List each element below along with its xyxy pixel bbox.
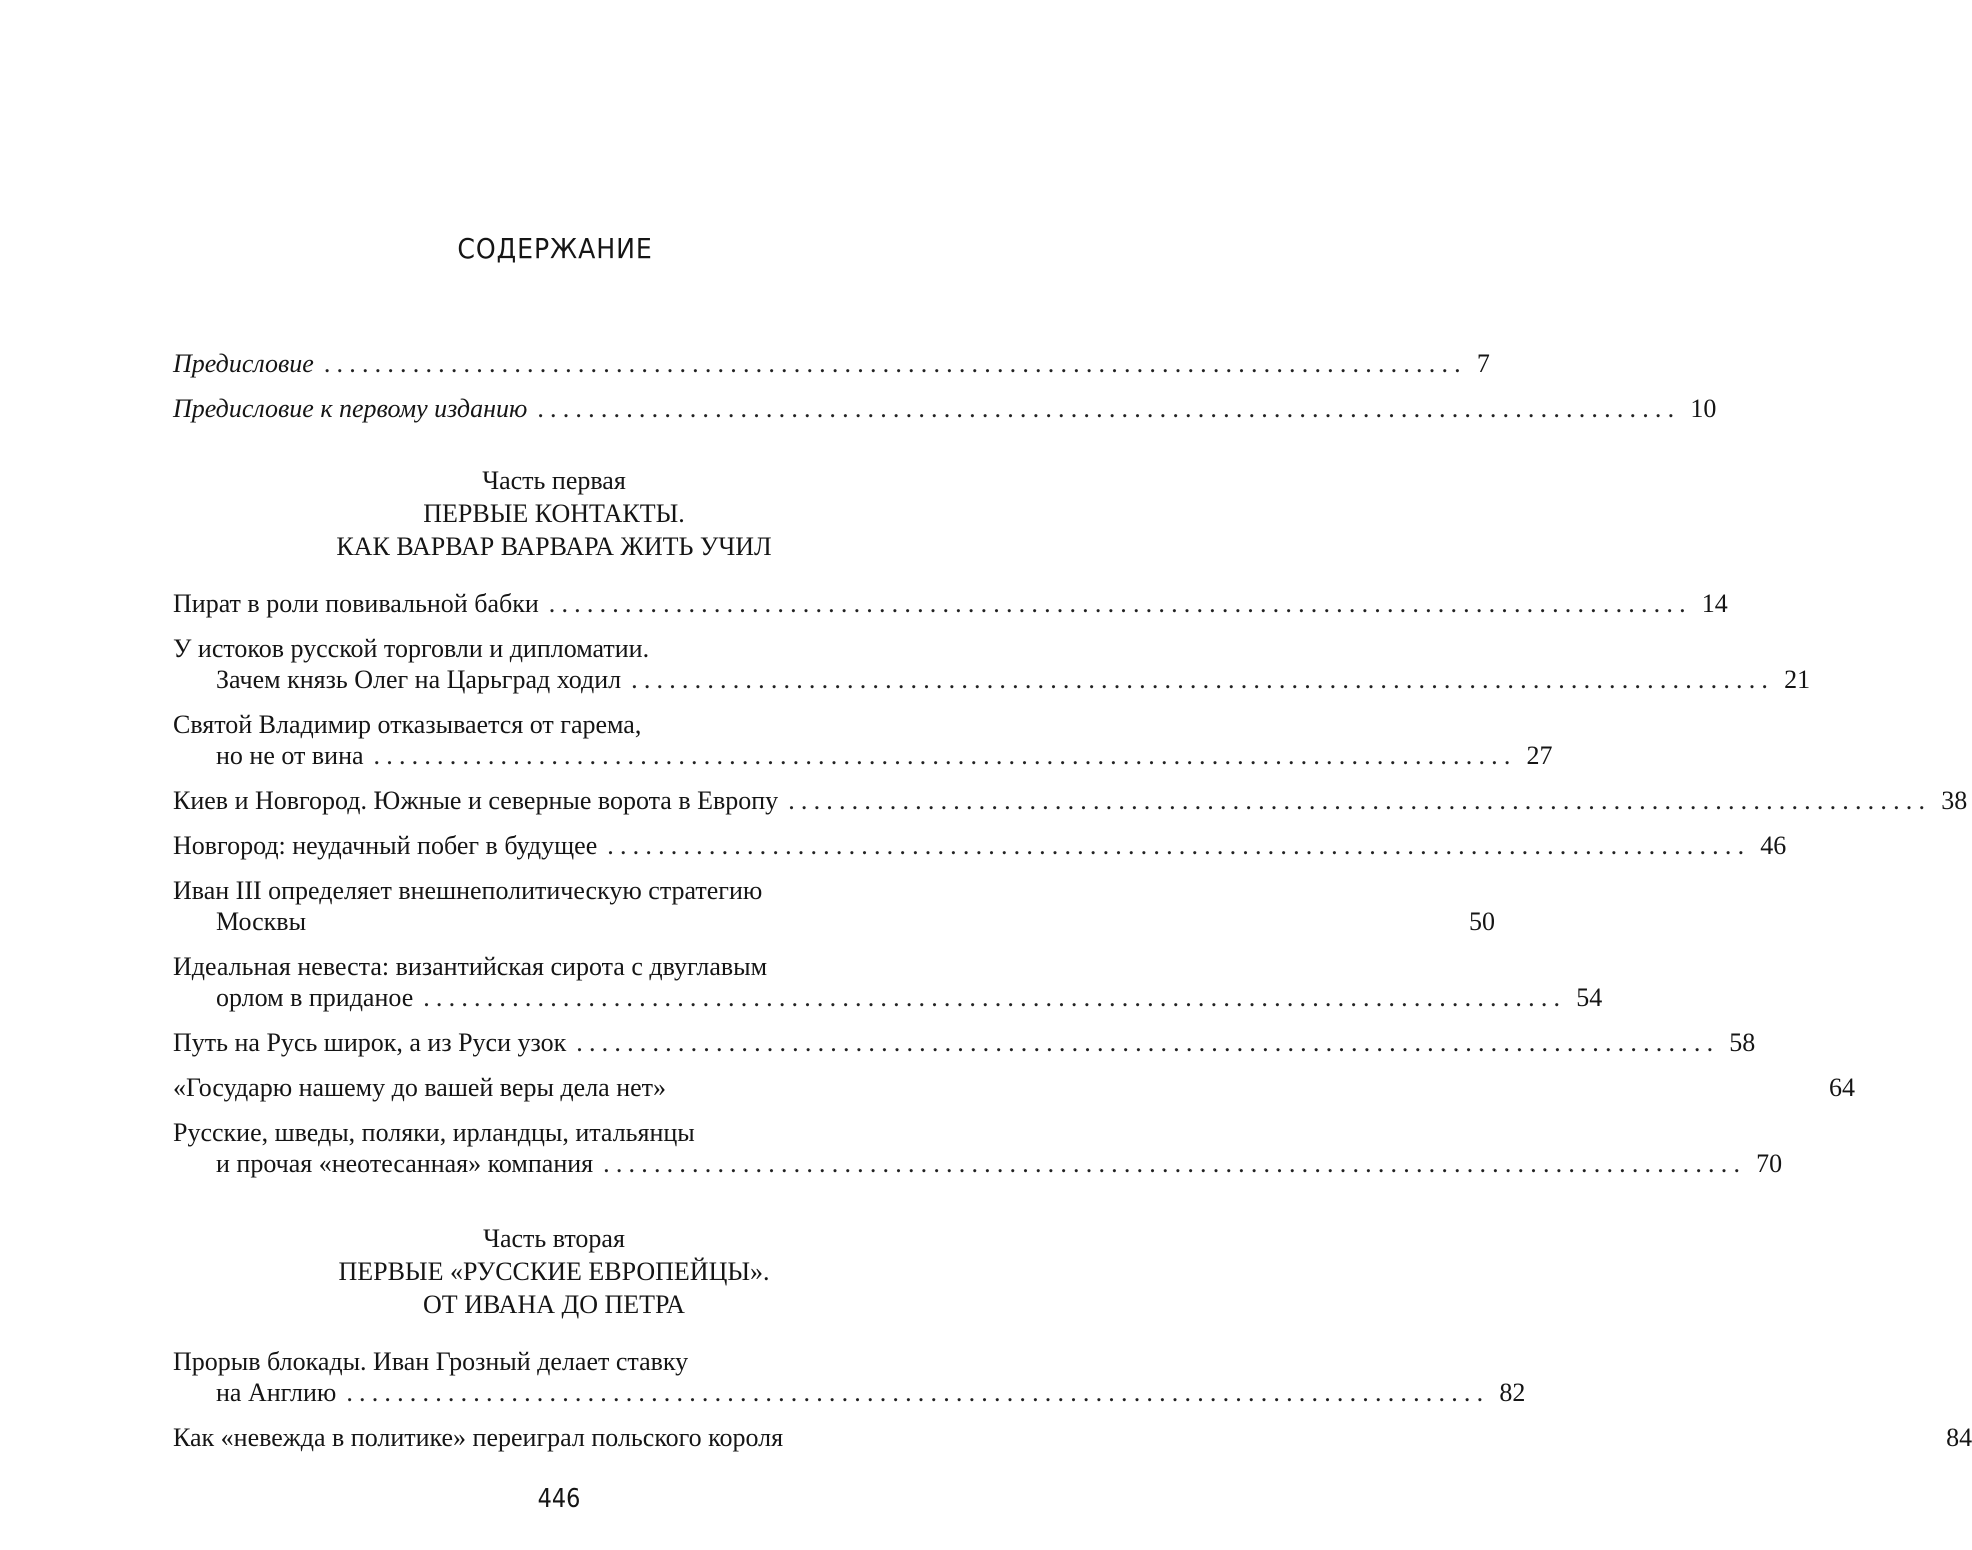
toc-entry-title: Предисловие (173, 349, 314, 378)
toc-entry (173, 1422, 1972, 1453)
toc-entry-title: Предисловие к первому изданию (173, 394, 528, 423)
toc-entry (173, 633, 1811, 695)
toc-entry-page: 84 (1946, 1423, 1972, 1452)
toc-part-1 (173, 588, 1968, 1193)
toc-entry-page: 58 (1729, 1028, 1756, 1057)
toc-entry (173, 1072, 1856, 1103)
toc-leader-dots: .......................................................................................... (788, 786, 1932, 815)
toc-entry (173, 785, 1968, 816)
toc-entry (173, 1027, 1756, 1058)
toc-entry-title: У истоков русской торговли и дипломатии. (173, 634, 650, 663)
toc-entry (173, 348, 1490, 379)
toc-entry-title: Прорыв блокады. Иван Грозный делает ставку (173, 1347, 689, 1376)
part-heading (173, 1222, 935, 1321)
toc-entry (173, 393, 1717, 424)
part-title-line: ПЕРВЫЕ «РУССКИЕ ЕВРОПЕЙЦЫ». (338, 1257, 770, 1286)
toc-entry-title: «Государю нашему до вашей веры дела нет» (173, 1073, 667, 1102)
toc-entry (173, 588, 1728, 619)
toc-entry-title-cont: Москвы (216, 907, 307, 936)
toc-entry-title-cont: на Англию (216, 1378, 337, 1407)
toc-leader-dots: .......................................................................................... (607, 831, 1751, 860)
toc-leader-dots: .......................................................................................... (323, 349, 1467, 378)
toc-leader-dots: .......................................................................................... (346, 1378, 1490, 1407)
page-number: 446 (537, 1484, 581, 1514)
toc-leader-dots: .......................................................................................... (576, 1028, 1720, 1057)
toc-part-2 (173, 1346, 1972, 1467)
toc-entry-page: 38 (1941, 786, 1968, 815)
part-title-line: КАК ВАРВАР ВАРВАРА ЖИТЬ УЧИЛ (336, 532, 772, 561)
toc-entry-page: 7 (1476, 349, 1490, 378)
toc-leader-dots: .......................................................................................... (548, 589, 1692, 618)
toc-front-matter (173, 348, 1717, 438)
toc-entry-page: 46 (1760, 831, 1787, 860)
toc-leader-dots: .......................................................................................... (373, 741, 1517, 770)
toc-entry-page: 70 (1756, 1149, 1783, 1178)
toc-leader-dots: .......................................................................................... (537, 394, 1681, 423)
page-title: СОДЕРЖАНИЕ (457, 232, 653, 265)
toc-entry (173, 1117, 1783, 1179)
toc-entry-page: 64 (1829, 1073, 1856, 1102)
toc-entry-title: Новгород: неудачный побег в будущее (173, 831, 598, 860)
toc-leader-dots: .......................................................................................... (423, 983, 1567, 1012)
toc-entry-title: Святой Владимир отказывается от гарема, (173, 710, 642, 739)
part-title-line: ПЕРВЫЕ КОНТАКТЫ. (423, 499, 685, 528)
toc-leader-dots: .......................................................................................... (631, 665, 1775, 694)
toc-entry-page: 27 (1526, 741, 1553, 770)
part-label: Часть вторая (483, 1224, 625, 1253)
toc-entry-title-cont: орлом в приданое (216, 983, 414, 1012)
toc-entry-title: Пират в роли повивальной бабки (173, 589, 539, 618)
toc-entry-page: 21 (1784, 665, 1811, 694)
toc-entry-title: Русские, шведы, поляки, ирландцы, итальянцы (173, 1118, 695, 1147)
toc-entry-title-cont: и прочая «неотесанная» компания (216, 1149, 594, 1178)
toc-leader-dots: .......................................................................................... (603, 1149, 1747, 1178)
toc-entry (173, 875, 1496, 937)
toc-entry-page: 14 (1701, 589, 1728, 618)
toc-entry-page: 50 (1469, 907, 1496, 936)
toc-entry (173, 1346, 1526, 1408)
toc-entry-title: Путь на Русь широк, а из Руси узок (173, 1028, 567, 1057)
toc-entry-title: Киев и Новгород. Южные и северные ворота в Европу (173, 786, 779, 815)
part-title-line: ОТ ИВАНА ДО ПЕТРА (423, 1290, 685, 1319)
toc-entry-title-cont: но не от вина (216, 741, 364, 770)
toc-entry-page: 10 (1690, 394, 1717, 423)
toc-entry (173, 709, 1553, 771)
toc-entry-title: Идеальная невеста: византийская сирота с двуглавым (173, 952, 768, 981)
toc-entry-title-cont: Зачем князь Олег на Царьград ходил (216, 665, 622, 694)
toc-entry-title: Иван III определяет внешнеполитическую стратегию (173, 876, 763, 905)
part-heading (173, 464, 935, 563)
toc-entry (173, 951, 1603, 1013)
toc-entry-title: Как «невежда в политике» переиграл польского короля (173, 1423, 784, 1452)
part-label: Часть первая (482, 466, 626, 495)
toc-entry-page: 82 (1499, 1378, 1526, 1407)
toc-entry-page: 54 (1576, 983, 1603, 1012)
toc-entry (173, 830, 1787, 861)
